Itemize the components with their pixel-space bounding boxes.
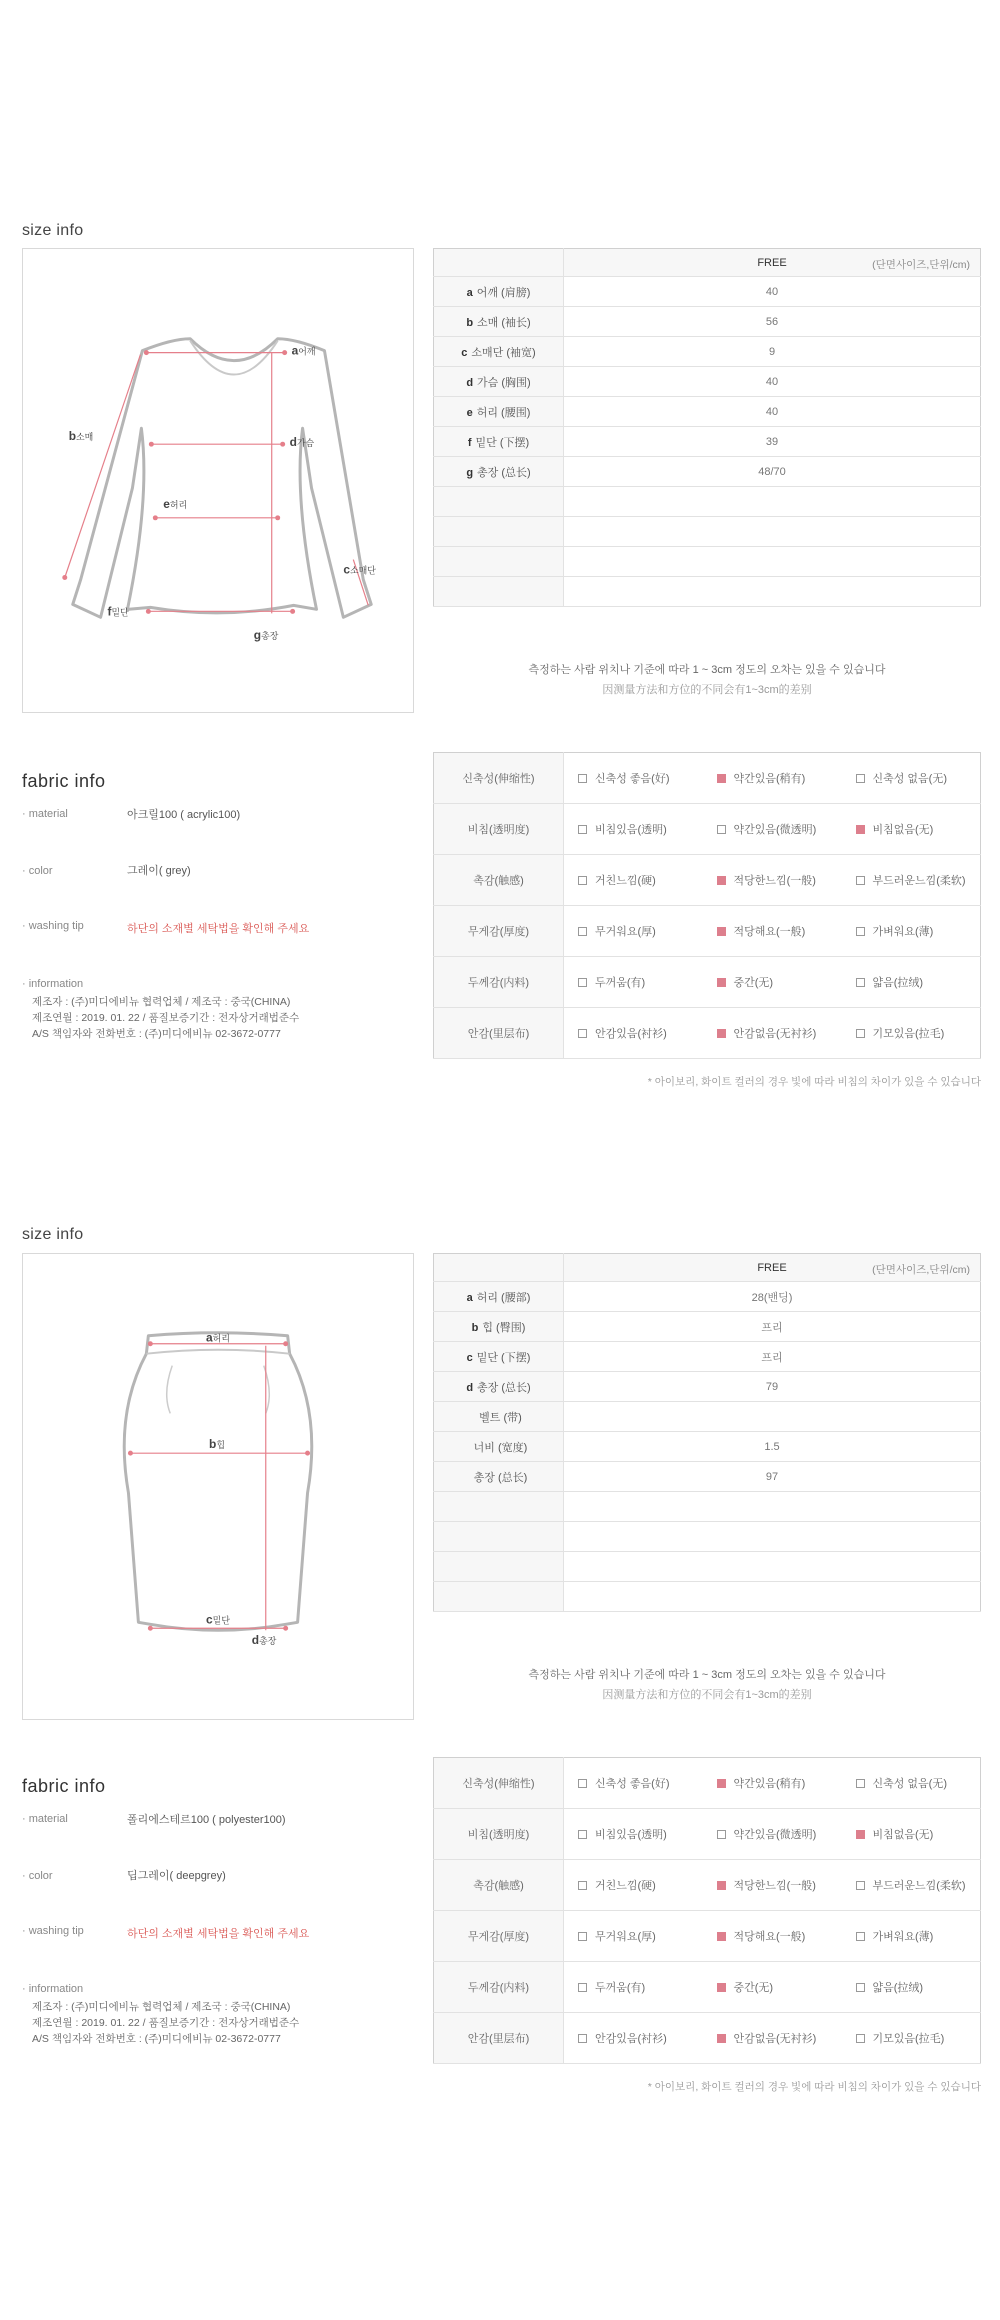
measure-lines (130, 1344, 307, 1631)
waistband (146, 1350, 289, 1354)
fabric-option-label: 부드러운느낌(柔软) (872, 875, 966, 887)
fabric-row-label: 촉감(触感) (434, 1860, 564, 1911)
size-table-header (564, 249, 981, 277)
fabric-option (703, 1008, 842, 1059)
size-table-corner (434, 249, 564, 277)
fabric-row (434, 753, 981, 804)
checkbox-checked-icon (717, 1932, 726, 1941)
fabric-option (703, 1809, 842, 1860)
information-details (32, 994, 299, 1042)
checkbox-empty-icon (856, 774, 865, 783)
size-free-label: FREE (757, 256, 787, 269)
checkbox-checked-icon (717, 1881, 726, 1890)
fabric-option (703, 1962, 842, 2013)
top-size-diagram (22, 248, 414, 713)
checkbox-checked-icon (717, 1029, 726, 1038)
fabric-option-label: 무거워요(厚) (595, 1931, 656, 1943)
size-row (434, 577, 981, 607)
info-line: A/S 책임자와 전화번호 : (주)미디에비뉴 02-3672-0777 (32, 1028, 281, 1040)
fabric-row-label: 비침(透明度) (434, 1809, 564, 1860)
size-info-title: size info (22, 222, 84, 239)
skirt-outline (124, 1330, 312, 1630)
size-row: e 허리 (腰围) 40 (434, 397, 981, 427)
fabric-row-label: 두께감(内料) (434, 957, 564, 1008)
size-row: g 총장 (总长) 48/70 (434, 457, 981, 487)
information-details (32, 1999, 299, 2047)
size-row: a 허리 (腰部) 28(밴딩) (434, 1282, 981, 1312)
label-c: c소매단 (343, 562, 376, 577)
neckline (190, 341, 278, 375)
fabric-option (842, 1911, 981, 1962)
fabric-option-label: 중간(无) (733, 1982, 774, 1994)
fabric-option-label: 무거워요(厚) (595, 926, 656, 938)
washing-tip-label: · washing tip (22, 1925, 84, 1937)
fabric-option-label: 두꺼움(有) (595, 1982, 646, 1994)
fabric-row (434, 957, 981, 1008)
fabric-row-label: 안감(里层布) (434, 1008, 564, 1059)
fabric-row (434, 1809, 981, 1860)
fabric-option (842, 906, 981, 957)
fabric-note: * 아이보리, 화이트 컬러의 경우 빛에 따라 비침의 차이가 있을 수 있습니다 (647, 2081, 981, 2093)
fabric-option-label: 신축성 없음(无) (872, 1778, 948, 1790)
size-row (434, 1552, 981, 1582)
size-row: c 밑단 (下摆) 프리 (434, 1342, 981, 1372)
fabric-option-label: 적당해요(一般) (733, 1931, 806, 1943)
fabric-row (434, 1911, 981, 1962)
checkbox-empty-icon (856, 876, 865, 885)
size-row (434, 547, 981, 577)
fabric-row-label: 신축성(伸缩性) (434, 1758, 564, 1809)
fabric-row (434, 804, 981, 855)
fabric-option (842, 1962, 981, 2013)
fabric-option (703, 2013, 842, 2064)
fabric-row (434, 1758, 981, 1809)
fabric-option (703, 855, 842, 906)
size-row: 벨트 (带) (434, 1402, 981, 1432)
fabric-option-label: 비침없음(无) (872, 824, 934, 836)
checkbox-empty-icon (578, 927, 587, 936)
size-row: f 밑단 (下摆) 39 (434, 427, 981, 457)
checkbox-empty-icon (856, 1779, 865, 1788)
label-c: c밑단 (206, 1612, 230, 1627)
size-row: b 힙 (臀围) 프리 (434, 1312, 981, 1342)
fabric-option-label: 비침없음(无) (872, 1829, 934, 1841)
checkbox-empty-icon (856, 927, 865, 936)
checkbox-empty-icon (717, 1830, 726, 1839)
label-d: d총장 (251, 1633, 277, 1648)
fabric-option (703, 753, 842, 804)
fabric-row-label: 무게감(厚度) (434, 1911, 564, 1962)
fabric-option (842, 957, 981, 1008)
fabric-option (564, 1008, 703, 1059)
size-row (434, 1492, 981, 1522)
fabric-row-label: 두께감(内料) (434, 1962, 564, 2013)
label-g: g총장 (253, 628, 279, 643)
size-row (434, 517, 981, 547)
fabric-option (564, 1809, 703, 1860)
fabric-option (564, 804, 703, 855)
fabric-option-label: 약간있음(稍有) (733, 773, 806, 785)
material-value: 폴리에스테르100 ( polyester100) (127, 1814, 286, 1826)
label-b: b소매 (68, 429, 94, 444)
fabric-option (703, 804, 842, 855)
color-value: 딥그레이( deepgrey) (127, 1870, 226, 1882)
measurement-note: 측정하는 사람 위치나 기준에 따라 1 ~ 3cm 정도의 오차는 있을 수 있습니다 (528, 1669, 886, 1681)
fabric-option (703, 1860, 842, 1911)
size-table (433, 248, 981, 607)
label-a: a허리 (206, 1330, 230, 1345)
fabric-row (434, 855, 981, 906)
size-row: d 총장 (总长) 79 (434, 1372, 981, 1402)
material-value: 아크릴100 ( acrylic100) (127, 809, 241, 821)
size-table (433, 1253, 981, 1612)
fabric-option (564, 1962, 703, 2013)
fabric-option (703, 906, 842, 957)
checkbox-empty-icon (578, 1830, 587, 1839)
measurement-note-cn: 因测量方法和方位的不同会有1~3cm的差别 (602, 1689, 812, 1701)
fabric-option (703, 1911, 842, 1962)
dart-left (167, 1366, 173, 1414)
information-label: · information (22, 1983, 84, 1995)
fabric-option (703, 1758, 842, 1809)
fabric-row (434, 2013, 981, 2064)
size-row: c 소매단 (袖宽) 9 (434, 337, 981, 367)
size-row: b 소매 (袖长) 56 (434, 307, 981, 337)
fabric-option (703, 957, 842, 1008)
size-row: 너비 (宽度) 1.5 (434, 1432, 981, 1462)
label-e: e허리 (163, 496, 188, 511)
checkbox-empty-icon (578, 1881, 587, 1890)
checkbox-empty-icon (578, 978, 587, 987)
checkbox-checked-icon (856, 825, 865, 834)
material-label: · material (22, 808, 68, 820)
fabric-row-label: 비침(透明度) (434, 804, 564, 855)
checkbox-checked-icon (717, 927, 726, 936)
checkbox-empty-icon (856, 1029, 865, 1038)
dart-right (264, 1366, 270, 1414)
checkbox-empty-icon (856, 2034, 865, 2043)
label-b: b힙 (209, 1437, 225, 1452)
fabric-option (842, 855, 981, 906)
unit-label: (단면사이즈,단위/cm) (872, 259, 970, 271)
fabric-option (842, 1809, 981, 1860)
measure-dots (128, 1341, 310, 1631)
fabric-info-title: fabric info (22, 771, 106, 791)
info-line: 제조연월 : 2019. 01. 22 / 품질보증기간 : 전자상거래법준수 (32, 1012, 300, 1024)
size-row: a 어깨 (肩膀) 40 (434, 277, 981, 307)
fabric-option-label: 안감있음(衬衫) (595, 2033, 667, 2045)
fabric-option (564, 1758, 703, 1809)
fabric-option (842, 1860, 981, 1911)
skirt-garment-illustration (23, 1254, 413, 1719)
fabric-option (564, 957, 703, 1008)
fabric-row-label: 안감(里层布) (434, 2013, 564, 2064)
checkbox-checked-icon (717, 2034, 726, 2043)
fabric-row-label: 신축성(伸缩性) (434, 753, 564, 804)
top-garment-illustration (23, 249, 413, 712)
washing-tip-value: 하단의 소재별 세탁법을 확인해 주세요 (127, 923, 310, 935)
fabric-option-label: 안감없음(无衬衫) (733, 2033, 817, 2045)
size-row: 총장 (总长) 97 (434, 1462, 981, 1492)
fabric-option-label: 중간(无) (733, 977, 774, 989)
washing-tip-label: · washing tip (22, 920, 84, 932)
info-line: A/S 책임자와 전화번호 : (주)미디에비뉴 02-3672-0777 (32, 2033, 281, 2045)
fabric-option-label: 얇음(拉绒) (872, 977, 924, 989)
fabric-option (842, 804, 981, 855)
checkbox-checked-icon (717, 978, 726, 987)
fabric-row (434, 1008, 981, 1059)
checkbox-checked-icon (717, 774, 726, 783)
color-value: 그레이( grey) (127, 865, 191, 877)
checkbox-checked-icon (717, 1779, 726, 1788)
fabric-row (434, 1860, 981, 1911)
checkbox-empty-icon (578, 774, 587, 783)
size-table-header (564, 1254, 981, 1282)
fabric-option (842, 1008, 981, 1059)
checkbox-empty-icon (578, 1779, 587, 1788)
color-label: · color (22, 1870, 53, 1882)
information-label: · information (22, 978, 84, 990)
fabric-option-label: 안감없음(无衬衫) (733, 1028, 817, 1040)
checkbox-checked-icon (856, 1830, 865, 1839)
fabric-option-label: 두꺼움(有) (595, 977, 646, 989)
fabric-row (434, 906, 981, 957)
label-f: f밑단 (107, 604, 129, 619)
fabric-option-label: 기모있음(拉毛) (872, 1028, 945, 1040)
fabric-option (564, 1860, 703, 1911)
checkbox-empty-icon (856, 978, 865, 987)
measurement-note-cn: 因测量方法和方位的不同会有1~3cm的差别 (602, 684, 812, 696)
fabric-option-label: 거친느낌(硬) (595, 1880, 656, 1892)
fabric-option (564, 855, 703, 906)
info-line: 제조자 : (주)미디에비뉴 협력업체 / 제조국 : 중국(CHINA) (32, 2001, 291, 2013)
size-row: d 가슴 (胸围) 40 (434, 367, 981, 397)
checkbox-empty-icon (578, 2034, 587, 2043)
checkbox-empty-icon (717, 825, 726, 834)
checkbox-empty-icon (578, 1932, 587, 1941)
skirt-size-diagram (22, 1253, 414, 1720)
checkbox-empty-icon (856, 1932, 865, 1941)
size-row (434, 487, 981, 517)
fabric-option-label: 적당한느낌(一般) (733, 1880, 816, 1892)
fabric-option-label: 안감있음(衬衫) (595, 1028, 667, 1040)
washing-tip-value: 하단의 소재별 세탁법을 확인해 주세요 (127, 1928, 310, 1940)
fabric-option-label: 신축성 없음(无) (872, 773, 948, 785)
measure-b (65, 355, 141, 578)
label-d: d가슴 (289, 435, 315, 450)
fabric-note: * 아이보리, 화이트 컬러의 경우 빛에 따라 비침의 차이가 있을 수 있습니다 (647, 1076, 981, 1088)
fabric-option (842, 753, 981, 804)
garment-outline (73, 339, 371, 618)
size-row (434, 1582, 981, 1612)
fabric-option (564, 2013, 703, 2064)
fabric-row-label: 무게감(厚度) (434, 906, 564, 957)
fabric-row-label: 촉감(触感) (434, 855, 564, 906)
fabric-option-label: 약간있음(微透明) (733, 824, 817, 836)
size-info-title: size info (22, 1226, 84, 1243)
material-label: · material (22, 1813, 68, 1825)
fabric-option (564, 753, 703, 804)
fabric-option-label: 비침있음(透明) (595, 1829, 667, 1841)
fabric-option-label: 약간있음(稍有) (733, 1778, 806, 1790)
fabric-option-label: 거친느낌(硬) (595, 875, 656, 887)
fabric-option-label: 비침있음(透明) (595, 824, 667, 836)
checkbox-empty-icon (578, 1029, 587, 1038)
fabric-option (842, 2013, 981, 2064)
fabric-option-label: 가벼워요(薄) (872, 1931, 934, 1943)
fabric-option (564, 1911, 703, 1962)
checkbox-empty-icon (578, 825, 587, 834)
color-label: · color (22, 865, 53, 877)
fabric-option (564, 906, 703, 957)
checkbox-empty-icon (578, 876, 587, 885)
fabric-option-label: 부드러운느낌(柔软) (872, 1880, 966, 1892)
fabric-option-label: 얇음(拉绒) (872, 1982, 924, 1994)
size-free-label: FREE (757, 1261, 787, 1274)
checkbox-checked-icon (717, 876, 726, 885)
fabric-table (433, 752, 981, 1059)
unit-label: (단면사이즈,단위/cm) (872, 1264, 970, 1276)
fabric-option-label: 가벼워요(薄) (872, 926, 934, 938)
info-line: 제조연월 : 2019. 01. 22 / 품질보증기간 : 전자상거래법준수 (32, 2017, 300, 2029)
measurement-note: 측정하는 사람 위치나 기준에 따라 1 ~ 3cm 정도의 오차는 있을 수 있습니다 (528, 664, 886, 676)
fabric-option-label: 기모있음(拉毛) (872, 2033, 945, 2045)
fabric-option-label: 적당한느낌(一般) (733, 875, 816, 887)
fabric-info-title: fabric info (22, 1776, 106, 1796)
fabric-option-label: 신축성 좋음(好) (595, 1778, 670, 1790)
checkbox-empty-icon (856, 1881, 865, 1890)
label-a: a어깨 (291, 343, 316, 358)
checkbox-checked-icon (717, 1983, 726, 1992)
fabric-table (433, 1757, 981, 2064)
size-table-corner (434, 1254, 564, 1282)
fabric-option (842, 1758, 981, 1809)
fabric-option-label: 약간있음(微透明) (733, 1829, 817, 1841)
checkbox-empty-icon (578, 1983, 587, 1992)
fabric-row (434, 1962, 981, 2013)
checkbox-empty-icon (856, 1983, 865, 1992)
fabric-option-label: 적당해요(一般) (733, 926, 806, 938)
info-line: 제조자 : (주)미디에비뉴 협력업체 / 제조국 : 중국(CHINA) (32, 996, 291, 1008)
fabric-option-label: 신축성 좋음(好) (595, 773, 670, 785)
size-row (434, 1522, 981, 1552)
